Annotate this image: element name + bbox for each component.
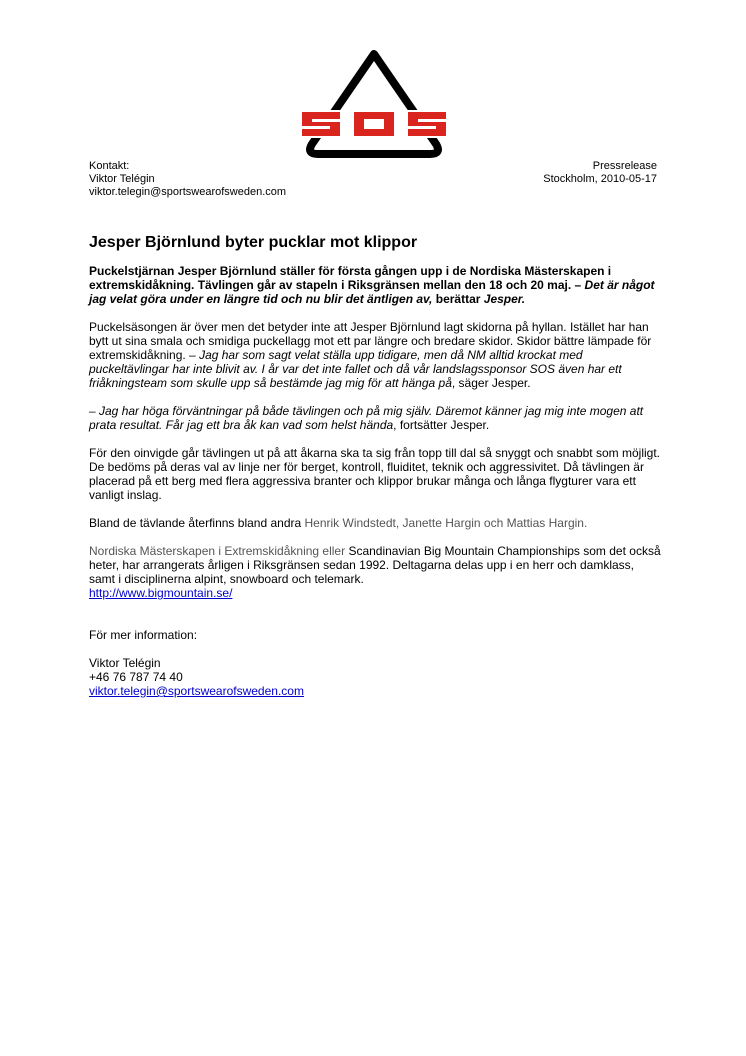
p2-attribution: , säger Jesper. (451, 376, 531, 390)
bigmountain-link[interactable]: http://www.bigmountain.se/ (89, 586, 233, 600)
more-info-label: För mer information: (89, 628, 198, 642)
p6-grey-text: Nordiska Mästerskapen i Extremskidåkning eller (89, 544, 349, 558)
p3-attribution: , fortsätter Jesper. (393, 418, 490, 432)
release-block (543, 160, 657, 186)
p5-names: Henrik Windstedt, Janette Hargin och Mattias Hargin. (304, 516, 588, 530)
logo-letter-s1 (302, 112, 340, 136)
lead-name: Jesper. (483, 292, 526, 306)
logo-triangle (310, 54, 438, 154)
lead-attribution: berättar (432, 292, 484, 306)
contact-block (89, 160, 286, 199)
p5-text: Bland de tävlande återfinns bland andra (89, 516, 305, 530)
paragraph-2 (89, 320, 661, 390)
p2-text: Puckelsäsongen är över men det betyder inte att Jesper Björnlund lagt skidorna på hyllan. Istället har han bytt ut sina smala och smidiga puckellagg mot ett par längre och bredare skidor. Skidor bättre lämpade för extremskidåkning. – (89, 320, 652, 362)
contact-label: Kontakt: (89, 160, 130, 172)
paragraph-6 (89, 544, 661, 600)
contact-email: viktor.telegin@sportswearofsweden.com (89, 186, 287, 198)
p6-text: Scandinavian Big Mountain Championships som det också heter, har arrangerats årligen i Riksgränsen sedan 1992. Deltagarna delas upp i en herr och damklass, samt i disciplinerna alpint, snowboard och telemark. (89, 544, 661, 586)
article-body (89, 264, 661, 698)
contact-name: Viktor Telégin (89, 173, 155, 185)
lead-text: Puckelstjärnan Jesper Björnlund ställer för första gången upp i de Nordiska Mästerskapen i extremskidåkning. Tävlingen går av stapeln i Riksgränsen mellan den 18 och 20 maj. – (89, 264, 612, 292)
p2-quote: Jag har som sagt velat ställa upp tidigare, men då NM alltid krockat med puckeltävlingar har inte blivit av. I år var det inte fallet och då vår landslagssponsor SOS även har ett friåkningsteam som skulle upp så bestämde jag mig för att hänga på (89, 348, 622, 390)
footer-email-link[interactable]: viktor.telegin@sportswearofsweden.com (89, 684, 304, 698)
lead-quote: Det är något jag velat göra under en längre tid och nu blir det äntligen av, (89, 278, 655, 306)
footer-name: Viktor Telégin (89, 656, 161, 670)
paragraph-4: För den oinvigde går tävlingen ut på att åkarna ska ta sig från topp till dal så snyggt och snabbt som möjligt. De bedöms på deras val av linje ner för berget, kontroll, fluiditet, teknik och aggressivitet. Då tävlingen är placerad på ett berg med flera aggressiva branter och klippor brukar många och långa flygturer vara ett vanligt inslag. (89, 446, 660, 502)
paragraph-5 (89, 516, 661, 530)
paragraph-3 (89, 404, 661, 432)
logo-letter-s2 (408, 112, 446, 136)
doc-type: Pressrelease (592, 160, 657, 172)
page-title: Jesper Björnlund byter pucklar mot klippor (89, 234, 418, 251)
footer-contact (89, 656, 661, 698)
footer-phone: +46 76 787 74 40 (89, 670, 183, 684)
p3-quote: – Jag har höga förväntningar på både tävlingen och på mig själv. Däremot känner jag mig inte mogen att prata resultat. Får jag ett bra åk kan vad som helst hända (89, 404, 644, 432)
place-date: Stockholm, 2010-05-17 (543, 173, 657, 185)
lead-paragraph (89, 264, 661, 306)
sos-logo (298, 48, 450, 160)
